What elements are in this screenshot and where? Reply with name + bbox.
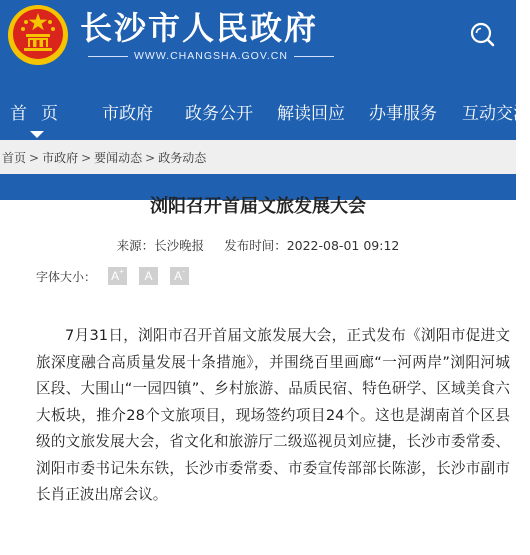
breadcrumb-item-government[interactable]: 市政府 — [42, 151, 79, 165]
nav-item-services[interactable]: 办事服务 — [369, 104, 437, 124]
nav-active-caret — [30, 131, 44, 138]
breadcrumb — [0, 140, 516, 174]
article-title: 浏阳召开首届文旅发展大会 — [150, 196, 366, 217]
font-size-decrease-label: A — [174, 269, 183, 283]
site-url — [82, 50, 340, 62]
main-nav — [0, 100, 530, 138]
nav-item-government[interactable]: 市政府 — [102, 104, 153, 124]
breadcrumb-separator: > — [81, 151, 92, 165]
nav-item-home[interactable]: 首页 — [10, 104, 72, 124]
nav-item-open-affairs[interactable]: 政务公开 — [185, 104, 253, 124]
source-label: 来源： — [116, 238, 155, 253]
site-title: 长沙市人民政府 — [80, 9, 319, 47]
national-emblem-icon — [6, 3, 70, 67]
url-rule-left — [88, 56, 128, 57]
breadcrumb-separator: > — [145, 151, 156, 165]
header-topbar — [0, 0, 516, 84]
breadcrumb-item-news[interactable]: 要闻动态 — [94, 151, 143, 165]
font-size-default-label: A — [144, 269, 153, 283]
search-icon[interactable] — [468, 20, 498, 50]
font-size-increase-label: A — [111, 269, 120, 283]
font-size-label: 字体大小： — [36, 269, 97, 284]
breadcrumb-item-affairs[interactable]: 政务动态 — [158, 151, 207, 165]
breadcrumb-separator: > — [29, 151, 40, 165]
nav-item-interpretation[interactable]: 解读回应 — [277, 104, 345, 124]
font-size-increase-button[interactable]: A+ — [108, 267, 127, 285]
font-size-default-button[interactable] — [139, 267, 158, 285]
font-size-control — [36, 267, 189, 285]
nav-item-interaction[interactable]: 互动交流 — [462, 104, 530, 124]
site-header — [0, 0, 530, 200]
publish-time-label: 发布时间： — [224, 238, 287, 253]
site-url-text: WWW.CHANGSHA.GOV.CN — [134, 50, 288, 62]
breadcrumb-item-home[interactable]: 首页 — [2, 151, 27, 165]
breadcrumb-trail — [2, 149, 206, 166]
url-rule-right — [294, 56, 334, 57]
source-value: 长沙晚报 — [154, 238, 205, 253]
article-meta — [0, 236, 516, 254]
article-body: 7月31日，浏阳市召开首届文旅发展大会，正式发布《浏阳市促进文旅深度融合高质量发展十条措施》，并围绕百里画廊“一河两岸”浏阳河城区段、大围山“一园四镇”、乡村旅游、品质民宿、特色研学、区域美食六大板块，推介28个文旅项目，现场签约项目24个。这也是湖南首个区县级的文旅发展大会，省文化和旅游厅二级巡视员刘应捷，长沙市委常委、浏阳市委书记朱东铁，长沙市委常委、市委宣传部部长陈澎，长沙市副市长肖正波出席会议。 — [36, 327, 510, 503]
publish-time-value: 2022-08-01 09:12 — [286, 238, 400, 253]
font-size-decrease-button[interactable]: A- — [170, 267, 189, 285]
